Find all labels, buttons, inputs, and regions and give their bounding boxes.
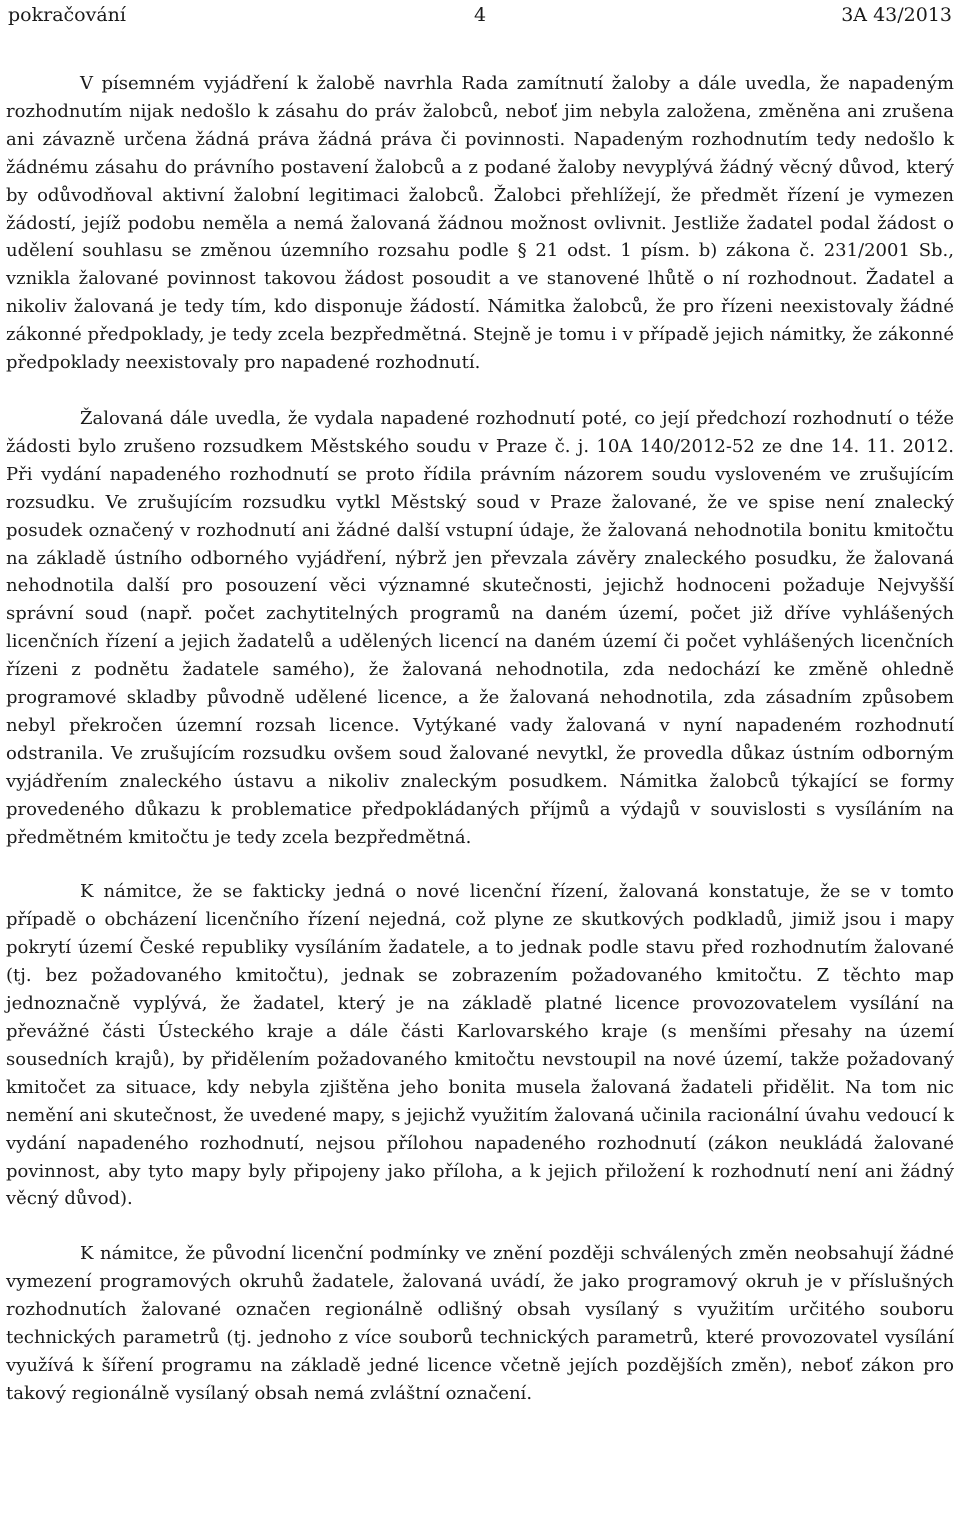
header-continuation-label: pokračování: [8, 4, 126, 26]
case-number: 3A 43/2013: [841, 4, 952, 26]
page-header: [8, 3, 952, 27]
paragraph-previous-decision: Žalovaná dále uvedla, že vydala napadené rozhodnutí poté, co její předchozí rozhodnutí o téže žádosti bylo zrušeno rozsudkem Městského soudu v Praze č. j. 10A 140/2012-52 ze dne 14. 11. 2012. Při vydání napadeného rozhodnutí se proto řídila právním názorem soudu vysloveném ve zrušujícím rozsudku. Ve zrušujícím rozsudku vytkl Městský soud v Praze žalované, že ve spise není znalecký posudek označený v rozhodnutí ani žádné další vstupní údaje, že žalovaná nehodnotila bonitu kmitočtu na základě ústního odborného vyjádření, nýbrž jen převzala závěry znaleckého posudku, že žalovaná nehodnotila další pro posouzení věci významné skutečnosti, jejichž hodnoceni požaduje Nejvyšší správní soud (např. počet zachytitelných programů na daném území, počet již dříve vyhlášených licenčních řízení a jejich žadatelů a udělených licencí na daném území či počet vyhlášených licenčních řízeni z podnětu žadatele samého), že žalovaná nehodnotila, zda nedochází ke změně ohledně programové skladby původně udělené licence, a že žalovaná nehodnotila, zda zásadním způsobem nebyl překročen územní rozsah licence. Vytýkané vady žalovaná v nyní napadeném rozhodnutí odstranila. Ve zrušujícím rozsudku ovšem soud žalované nevytkl, že provedla důkaz ústním odborným vyjádřením znaleckého ústavu a nikoliv znaleckým posudkem. Námitka žalobců týkající se formy provedeného důkazu k problematice předpokládaných příjmů a výdajů v souvislosti s vysíláním na předmětném kmitočtu je tedy zcela bezpředmětná.: [6, 407, 954, 848]
page-number: 4: [473, 4, 487, 26]
paragraph-new-licence-objection: K námitce, že se fakticky jedná o nové licenční řízení, žalovaná konstatuje, že se v tomto případě o obcházení licenčního řízení nejedná, což plyne ze skutkových podkladů, jimiž jsou i mapy pokrytí území České republiky vysíláním žadatele, a to jednak podle stavu před rozhodnutím žalované (tj. bez požadovaného kmitočtu), jednak se zobrazením požadovaného kmitočtu. Z těchto map jednoznačně vyplývá, že žadatel, který je na základě platné licence provozovatelem vysílání na převážné části Ústeckého kraje a dále části Karlovarského kraje (s menšími přesahy na území sousedních krajů), by přidělením požadovaného kmitočtu nevstoupil na nové území, takže požadovaný kmitočet za situace, kdy nebyla zjištěna jeho bonita musela žalovaná žadateli přidělit. Na tom nic nemění ani skutečnost, že uvedené mapy, s jejichž využitím žalovaná učinila racionální úvahu vedoucí k vydání napadeného rozhodnutí, nejsou přílohou napadeného rozhodnutí (zákon neukládá žalované povinnost, aby tyto mapy byly připojeny jako příloha, a k jejich přiložení k rozhodnutí není ani žádný věcný důvod).: [6, 881, 954, 1210]
document-body: [6, 70, 954, 1408]
paragraph-programme-scope-objection: K námitce, že původní licenční podmínky ve znění později schválených změn neobsahují žádné vymezení programových okruhů žadatele, žalovaná uvádí, že jako programový okruh je v příslušných rozhodnutích žalované označen regionálně odlišný obsah vysílaný s využitím určitého souboru technických parametrů (tj. jednoho z více souborů technických parametrů, které provozovatel vysílání využívá k šíření programu na základě jedné licence včetně jejích pozdějších změn), neboť zákon pro takový regionálně vysílaný obsah nemá zvláštní označení.: [6, 1243, 954, 1404]
paragraph-response-council: V písemném vyjádření k žalobě navrhla Rada zamítnutí žaloby a dále uvedla, že napadeným rozhodnutím nijak nedošlo k zásahu do práv žalobců, neboť jim nebyla založena, změněna ani zrušena ani závazně určena žádná práva žádná práva či povinnosti. Napadeným rozhodnutím tedy nedošlo k žádnému zásahu do právního postavení žalobců a z podané žaloby nevyplývá žádný věcný důvod, který by odůvodňoval aktivní žalobní legitimaci žalobců. Žalobci přehlížejí, že předmět řízení je vymezen žádostí, jejíž podobu neměla a nemá žalovaná žádnou možnost ovlivnit. Jestliže žadatel podal žádost o udělení souhlasu se změnou územního rozsahu podle § 21 odst. 1 písm. b) zákona č. 231/2001 Sb., vznikla žalované povinnost takovou žádost posoudit a ve stanovené lhůtě o ní rozhodnout. Žadatel a nikoliv žalovaná je tedy tím, kdo disponuje žádostí. Námitka žalobců, že pro řízeni neexistovaly žádné zákonné předpoklady, je tedy zcela bezpředmětná. Stejně je tomu i v případě jejich námitky, že zákonné předpoklady neexistovaly pro napadené rozhodnutí.: [6, 73, 954, 374]
